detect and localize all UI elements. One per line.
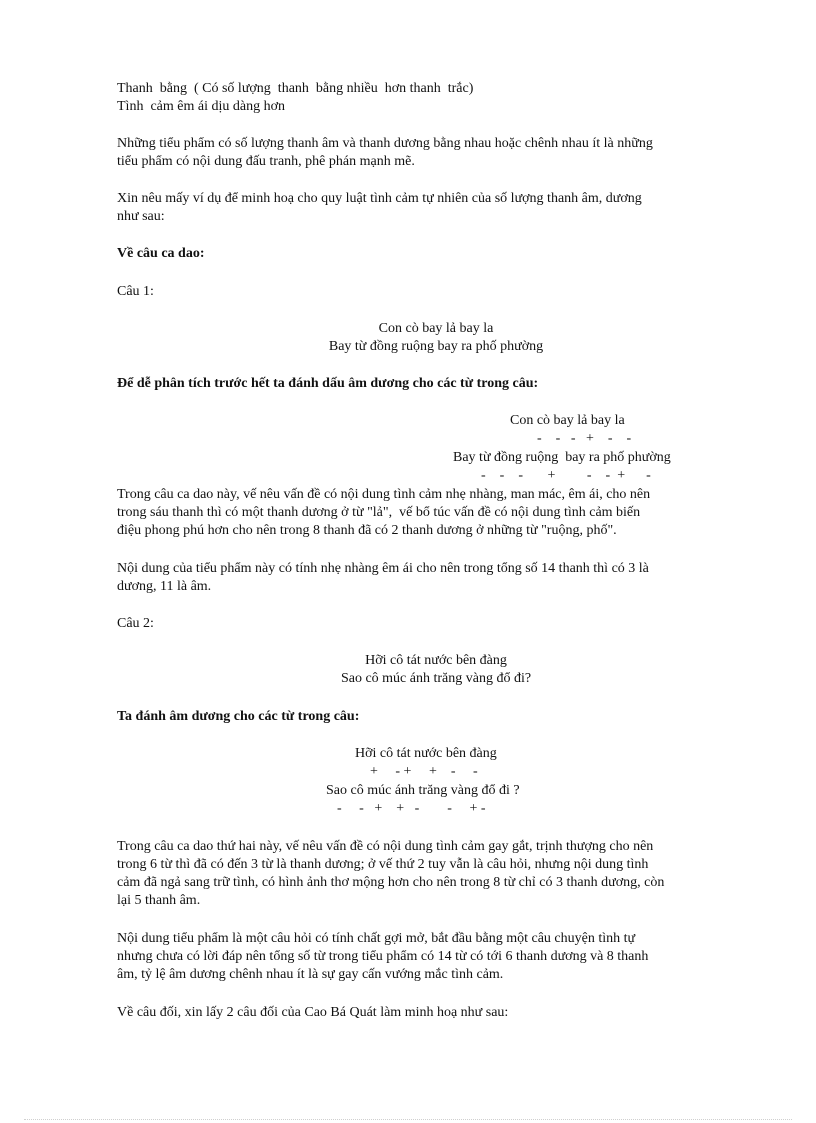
cau2-verse-1: Hỡi cô tát nước bên đàng bbox=[365, 653, 507, 668]
paragraph-2-line-1: Xin nêu mấy ví dụ để minh hoạ cho quy luật tình cảm tự nhiên của số lượng thanh âm, dương bbox=[117, 191, 642, 206]
intro-line-2: Tình cảm êm ái dịu dàng hơn bbox=[117, 99, 285, 114]
cau2-marks-2: - - + + - - + - bbox=[337, 801, 486, 816]
closing-line: Về câu đối, xin lấy 2 câu đối của Cao Bá Quát làm minh hoạ như sau: bbox=[117, 1005, 509, 1020]
cau2-marked-verse-1: Hỡi cô tát nước bên đàng bbox=[355, 746, 497, 761]
cau2-summary-line-2: nhưng chưa có lời đáp nên tổng số từ trong tiểu phẩm có 14 từ có tới 6 thanh dương và 8 thanh bbox=[117, 949, 649, 964]
cau1-marked-verse-2: Bay từ đồng ruộng bay ra phố phường bbox=[453, 450, 671, 465]
cau1-comment-line-3: điệu phong phú hơn cho nên trong 8 thanh đã có 2 thanh dương ở những từ "ruộng, phố". bbox=[117, 523, 617, 538]
cau2-label: Câu 2: bbox=[117, 616, 154, 631]
cau2-comment-line-1: Trong câu ca dao thứ hai này, vế nêu vấn đề có nội dung tình cảm gay gắt, trịnh thượng cho nên bbox=[117, 839, 654, 854]
cau2-summary-line-1: Nội dung tiểu phẩm là một câu hỏi có tính chất gợi mở, bắt đầu bằng một câu chuyện tình tự bbox=[117, 931, 636, 946]
paragraph-1-line-1: Những tiểu phẩm có số lượng thanh âm và thanh dương bằng nhau hoặc chênh nhau ít là những bbox=[117, 136, 653, 151]
cau2-marks-1: + - + + - - bbox=[370, 764, 478, 779]
cau1-comment-line-2: trong sáu thanh thì có một thanh dương ở từ "lả", vế bổ túc vấn đề có nội dung tình cảm biến bbox=[117, 505, 641, 520]
cau2-marked-verse-2: Sao cô múc ánh trăng vàng đổ đi ? bbox=[326, 783, 520, 798]
cau1-comment-line-1: Trong câu ca dao này, vế nêu vấn đề có nội dung tình cảm nhẹ nhàng, man mác, êm ái, cho nên bbox=[117, 487, 651, 502]
cau1-marks-1: - - - + - - bbox=[537, 431, 632, 446]
cau1-verse-1: Con cò bay lả bay la bbox=[378, 321, 494, 336]
heading-ca-dao: Về câu ca dao: bbox=[117, 246, 205, 261]
paragraph-1-line-2: tiểu phẩm có nội dung đấu tranh, phê phán mạnh mẽ. bbox=[117, 154, 415, 169]
cau2-summary-line-3: âm, tỷ lệ âm dương chênh nhau ít là sự gay cấn vướng mắc tình cảm. bbox=[117, 967, 504, 982]
cau1-marked-verse-1: Con cò bay lả bay la bbox=[510, 413, 625, 428]
page-bottom-divider bbox=[24, 1119, 792, 1120]
cau1-summary-line-1: Nội dung của tiểu phẩm này có tính nhẹ nhàng êm ái cho nên trong tổng số 14 thanh thì có 3 là bbox=[117, 561, 649, 576]
cau2-comment-line-3: cảm đã ngả sang trữ tình, có hình ảnh thơ mộng hơn cho nên trong 8 từ chỉ có 3 thanh dương, còn bbox=[117, 875, 665, 890]
cau2-comment-line-4: lại 5 thanh âm. bbox=[117, 893, 201, 908]
cau2-comment-line-2: trong 6 từ thì đã có đến 3 từ là thanh dương; ở vế thứ 2 tuy vẫn là câu hỏi, nhưng nội dung tình bbox=[117, 857, 649, 872]
cau1-verse-2: Bay từ đồng ruộng bay ra phố phường bbox=[328, 339, 544, 354]
paragraph-2-line-2: như sau: bbox=[117, 209, 165, 224]
cau1-analysis-heading: Để dễ phân tích trước hết ta đánh dấu âm dương cho các từ trong câu: bbox=[117, 376, 539, 391]
intro-line-1: Thanh bằng ( Có số lượng thanh bằng nhiều hơn thanh trắc) bbox=[117, 81, 474, 96]
cau2-analysis-heading: Ta đánh âm dương cho các từ trong câu: bbox=[117, 709, 360, 724]
cau1-label: Câu 1: bbox=[117, 284, 154, 299]
cau1-marks-2: - - - + - - + - bbox=[481, 468, 651, 483]
cau1-summary-line-2: dương, 11 là âm. bbox=[117, 579, 212, 594]
cau2-verse-2: Sao cô múc ánh trăng vàng đổ đi? bbox=[340, 671, 532, 686]
